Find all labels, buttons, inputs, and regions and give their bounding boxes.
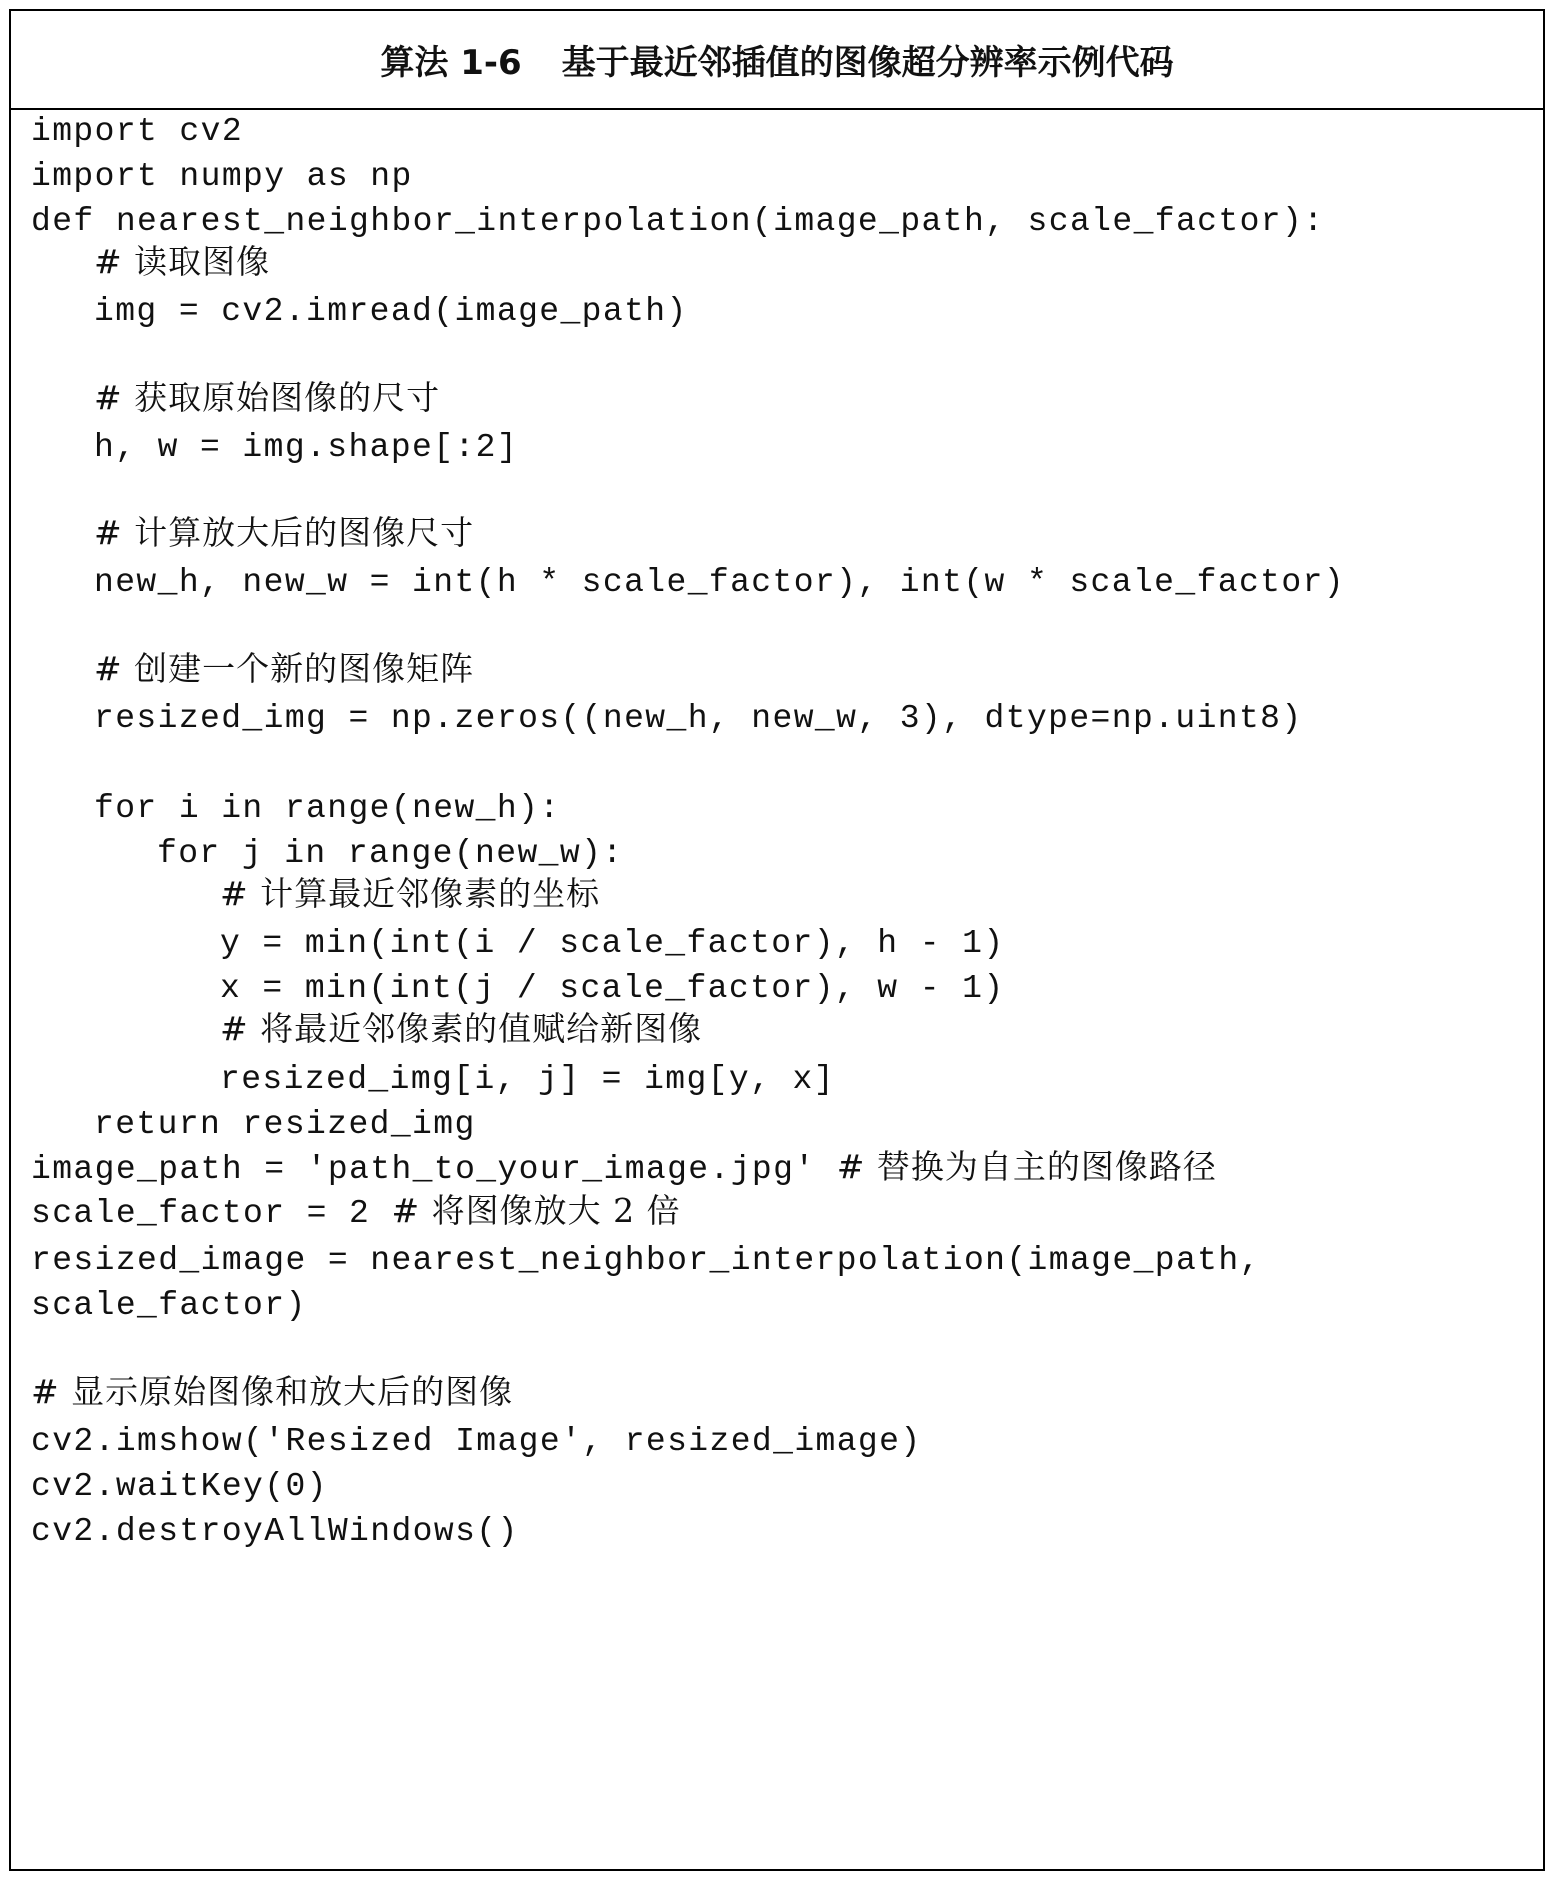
code-line: for j in range(new_w): (157, 835, 624, 872)
code-comment: # 显示原始图像和放大后的图像 (31, 1372, 514, 1411)
code-line: scale_factor) (31, 1287, 307, 1324)
code-line: return resized_img (94, 1106, 476, 1143)
code-comment: # 创建一个新的图像矩阵 (94, 649, 475, 688)
code-inline-comment: # 替换为自主的图像路径 (836, 1147, 1217, 1186)
code-line: cv2.destroyAllWindows() (31, 1513, 519, 1550)
code-line: x = min(int(j / scale_factor), w - 1) (220, 970, 1005, 1007)
code-line: resized_img[i, j] = img[y, x] (220, 1061, 835, 1098)
code-line: import cv2 (31, 113, 244, 150)
code-line: for i in range(new_h): (94, 790, 561, 827)
code-text: scale_factor = 2 (31, 1195, 392, 1232)
code-comment: # 将最近邻像素的值赋给新图像 (220, 1009, 703, 1048)
code-line: new_h, new_w = int(h * scale_factor), int(w * scale_factor) (94, 564, 1345, 601)
code-line: def nearest_neighbor_interpolation(image_path, scale_factor): (31, 203, 1325, 240)
algorithm-number: 算法 1-6 (380, 43, 522, 83)
code-line: cv2.imshow('Resized Image', resized_image) (31, 1423, 922, 1460)
code-line: h, w = img.shape[:2] (94, 429, 519, 466)
code-inline-comment: # 将图像放大 2 倍 (391, 1191, 681, 1230)
code-line: resized_image = nearest_neighbor_interpolation(image_path, (31, 1242, 1261, 1279)
code-line (31, 1147, 1217, 1187)
code-line: y = min(int(i / scale_factor), h - 1) (220, 925, 1005, 962)
algorithm-title (11, 11, 1543, 110)
code-line: resized_img = np.zeros((new_h, new_w, 3), dtype=np.uint8) (94, 700, 1303, 737)
code-text: image_path = 'path_to_your_image.jpg' (31, 1151, 837, 1188)
algorithm-box (9, 9, 1545, 1871)
code-comment: # 获取原始图像的尺寸 (94, 378, 441, 417)
algorithm-caption: 基于最近邻插值的图像超分辨率示例代码 (561, 43, 1174, 83)
code-comment: # 计算放大后的图像尺寸 (94, 513, 475, 552)
code-comment: # 读取图像 (94, 242, 271, 281)
code-line: cv2.waitKey(0) (31, 1468, 328, 1505)
code-line: import numpy as np (31, 158, 413, 195)
code-line (31, 1191, 681, 1231)
code-comment: # 计算最近邻像素的坐标 (220, 874, 601, 913)
code-line: img = cv2.imread(image_path) (94, 293, 688, 330)
